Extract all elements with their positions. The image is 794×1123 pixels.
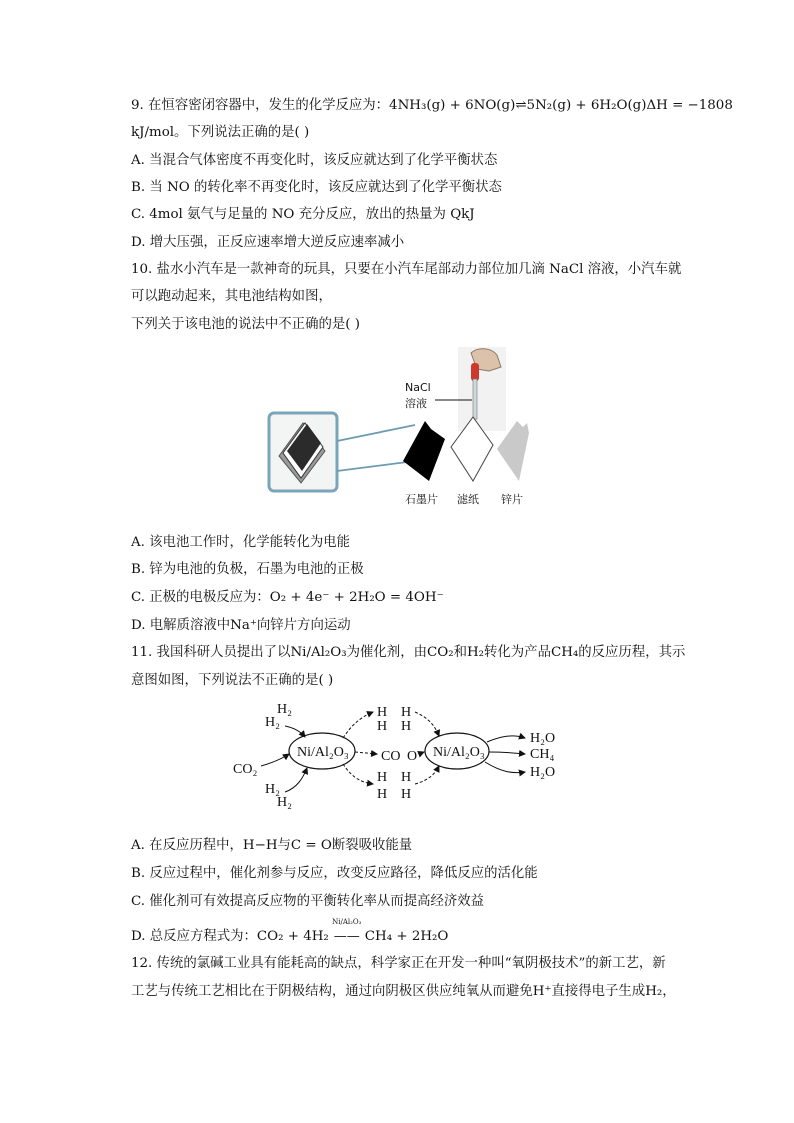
h-atom-6: H <box>401 770 412 785</box>
h2-top-a: H₂ <box>277 702 292 717</box>
h-atom-5: H <box>377 770 388 785</box>
h-atom-3: H <box>377 719 388 734</box>
connector-line-bottom <box>337 461 415 471</box>
q11-option-a: A. 在反应历程中，H−H与C = O断裂吸收能量 <box>131 838 413 853</box>
co-label: CO <box>381 749 401 764</box>
q11-option-d <box>131 918 449 946</box>
arrow-to-ch4 <box>489 752 525 754</box>
q10-option-a: A. 该电池工作时，化学能转化为电能 <box>131 535 351 550</box>
h-atom-7: H <box>377 787 388 802</box>
h2o-bottom-label: H₂O <box>530 765 556 780</box>
q12-stem-line1: 12. 传统的氯碱工业具有能耗高的缺点，科学家正在开发一种叫“氧阴极技术”的新工艺，新 <box>131 956 666 971</box>
dropper-label-nacl: NaCl <box>405 381 431 394</box>
arrow-to-h-bottom <box>343 764 373 784</box>
q9-option-d: D. 增大压强，正反应速率增大逆反应速率减小 <box>131 235 405 250</box>
reaction-arrow-icon: —— <box>333 929 360 944</box>
h-atom-8: H <box>401 787 412 802</box>
q12-stem-line2: 工艺与传统工艺相比在于阴极结构，通过向阴极区供应纯氧从而避免H⁺直接得电子生成H₂， <box>131 984 676 999</box>
q10-stem-line2: 可以跑动起来，其电池结构如图， <box>131 289 332 304</box>
reaction-condition-label: Ni/Al₂O₃ <box>332 918 362 926</box>
o-label: O <box>407 749 418 764</box>
q9-option-c: C. 4mol 氨气与足量的 NO 充分反应，放出的热量为 QkJ <box>131 207 475 222</box>
q10-option-b: B. 锌为电池的负极，石墨为电池的正极 <box>131 562 364 577</box>
q11-option-c: C. 催化剂可有效提高反应物的平衡转化率从而提高经济效益 <box>131 894 485 909</box>
q10-stem-line1: 10. 盐水小汽车是一款神奇的玩具，只要在小汽车尾部动力部位加几滴 NaCl 溶液，小汽车就 <box>131 262 682 277</box>
h2-bottom-a: H₂ <box>265 782 280 797</box>
arrow-co2 <box>261 754 289 766</box>
arrow-to-co <box>355 752 377 754</box>
q11-stem-line2: 意图如图，下列说法不正确的是( ) <box>131 673 334 688</box>
h2o-top-label: H₂O <box>530 731 556 746</box>
reaction-mechanism-figure <box>225 700 575 815</box>
label-zinc: 锌片 <box>501 493 523 506</box>
ch4-label: CH₄ <box>530 747 555 762</box>
h2-bottom-b: H₂ <box>277 795 292 810</box>
q11-stem-line1: 11. 我国科研人员提出了以Ni/Al₂O₃为催化剂，由CO₂和H₂转化为产品CH₄的反应历程，其示 <box>131 645 686 660</box>
arrow-to-h2o-bottom <box>485 762 525 773</box>
arrow-h2-top <box>285 726 305 737</box>
h-atom-1: H <box>377 705 388 720</box>
label-graphite: 石墨片 <box>405 493 438 506</box>
arrow-from-co <box>419 752 424 754</box>
arrow-from-h-top <box>415 712 439 736</box>
connector-line-top <box>337 425 415 441</box>
arrow-to-h2o-top <box>487 736 525 742</box>
q11-option-d-suffix: CH₄ + 2H₂O <box>364 929 449 944</box>
arrow-to-h-top <box>343 712 373 738</box>
q10-option-d: D. 电解质溶液中Na⁺向锌片方向运动 <box>131 618 351 633</box>
q9-stem-line1: 9. 在恒容密闭容器中，发生的化学反应为：4NH₃(g) + 6NO(g)⇌5N₂(g) + 6H₂O(g)ΔH = −1808 <box>131 98 733 113</box>
arrow-h2-bottom <box>285 768 307 792</box>
q10-option-c: C. 正极的电极反应为：O₂ + 4e⁻ + 2H₂O = 4OH⁻ <box>131 590 444 605</box>
q9-option-a: A. 当混合气体密度不再变化时，该反应就达到了化学平衡状态 <box>131 153 498 168</box>
dropper-label-solution: 溶液 <box>405 397 427 410</box>
label-filter-paper: 滤纸 <box>457 493 479 506</box>
catalyst-label-right: Ni/Al₂O₃ <box>433 745 485 760</box>
q9-option-b: B. 当 NO 的转化率不再变化时，该反应就达到了化学平衡状态 <box>131 180 502 195</box>
battery-figure <box>265 343 540 513</box>
co2-label: CO₂ <box>233 762 258 777</box>
catalyst-label-left: Ni/Al₂O₃ <box>297 745 349 760</box>
h-atom-2: H <box>401 705 412 720</box>
reaction-condition <box>329 918 365 946</box>
q9-stem-line2: kJ/mol。下列说法正确的是( ) <box>131 125 310 140</box>
q11-option-d-prefix: D. 总反应方程式为：CO₂ + 4H₂ <box>131 929 329 944</box>
q10-stem-line3: 下列关于该电池的说法中不正确的是( ) <box>131 317 360 332</box>
h2-top-b: H₂ <box>265 715 280 730</box>
graphite-plate <box>403 421 445 481</box>
q11-option-b: B. 反应过程中，催化剂参与反应，改变反应路径，降低反应的活化能 <box>131 866 538 881</box>
h-atom-4: H <box>401 719 412 734</box>
arrow-from-h-bottom <box>415 766 439 784</box>
